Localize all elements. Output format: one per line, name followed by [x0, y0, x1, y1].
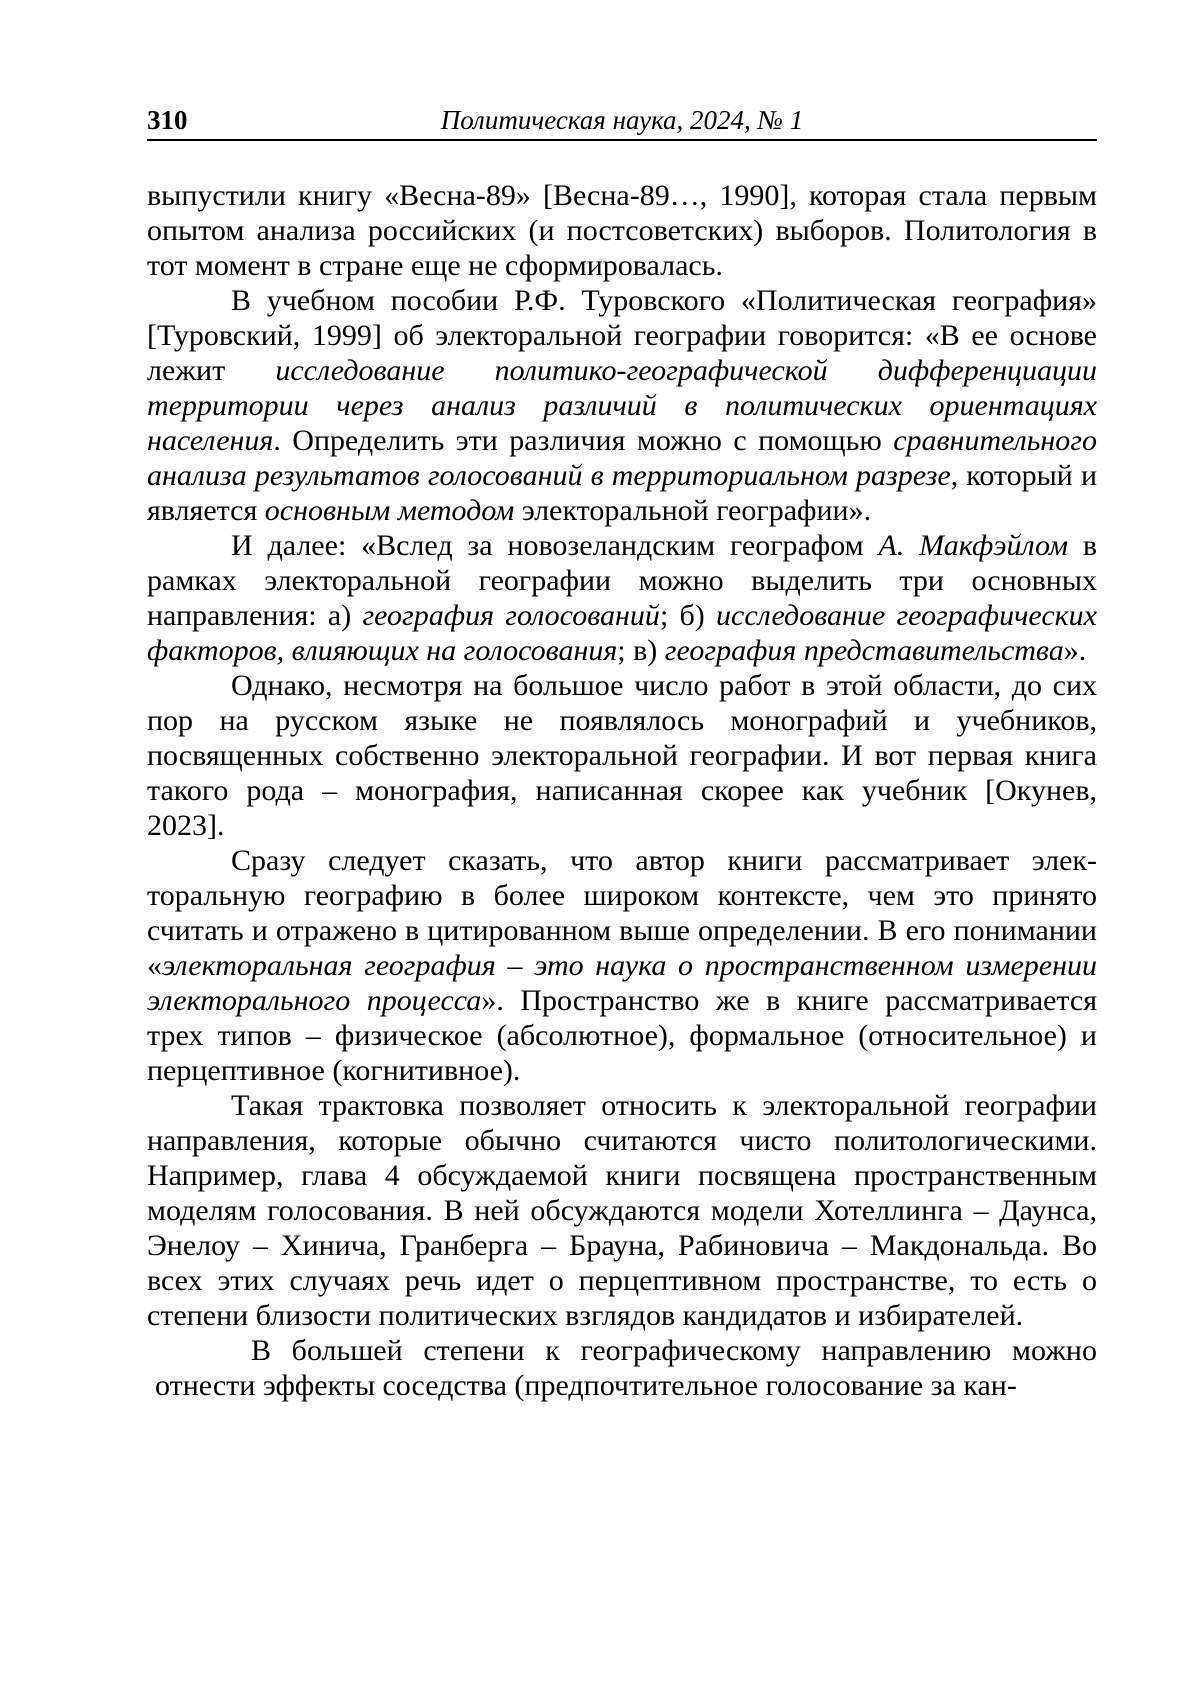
paragraph-2-text-a: В учебном пособии Р.Ф. Туровского «Политическая география» [Туровский, 1999] об электоральной географии говорится: «В ее основе лежит: [147, 284, 1097, 387]
paragraph-1: [147, 178, 1097, 283]
paragraph-3-italic-h: география представительства: [664, 634, 1064, 667]
paragraph-6: [147, 1088, 1097, 1333]
paragraph-6-text: Такая трактовка позволяет относить к электоральной географии направления, которые обычно считаются чисто политологическими. Например, глава 4 обсуждаемой книги посвящена пространственным моделям голосования. В ней обсуждаются модели Хотеллинга – Даунса, Энелоу – Хинича, Гранберга – Брауна, Рабиновича – Макдональда. Во всех этих случаях речь идет о перцептивном пространстве, то есть о степени близости политических взглядов кандидатов и избирателей.: [147, 1089, 1097, 1332]
paragraph-3-italic-f: исследование географических факторов, влияющих на голосования: [147, 599, 1097, 667]
paragraph-5: [147, 843, 1097, 1088]
body-text: [147, 178, 1097, 1403]
paragraph-3-text-e: ; б): [659, 599, 717, 632]
paragraph-1-text: выпустили книгу «Весна-89» [Весна-89…, 1990], которая стала первым опытом анализа российских (и постсоветских) выборов. Политология в тот момент в стране еще не сформировалась.: [147, 179, 1097, 282]
paragraph-3-text-a: И далее: «Вслед за новозеландским географом: [231, 529, 879, 562]
paragraph-4: [147, 668, 1097, 843]
paragraph-7-text: В большей степени к географическому направлению можно отнести эффекты соседства (предпочтительное голосование за кан-: [155, 1334, 1097, 1402]
paragraph-2-text-c: . Определить эти различия можно с помощью: [273, 424, 894, 457]
paragraph-4-text: Однако, несмотря на большое число работ в этой области, до сих пор на русском языке не появлялось монографий и учебников, посвященных собственно электоральной географии. И вот первая книга такого рода – монография, написанная скорее как учебник [Окунев, 2023].: [147, 669, 1097, 842]
paragraph-2-text-e: , который и является: [147, 459, 1097, 527]
paragraph-5-text-c: ». Пространство же в книге рассматривается трех типов – физическое (абсолютное), формальное (относительное) и перцептивное (когнитивное).: [147, 984, 1097, 1087]
journal-title: Политическая наука, 2024, № 1: [440, 105, 804, 135]
paragraph-3-italic-b: А. Макфэйлом: [878, 529, 1068, 562]
paragraph-3: [147, 528, 1097, 668]
paragraph-2: [147, 283, 1097, 528]
paragraph-2-italic-f: основным методом: [264, 494, 515, 527]
paragraph-2-italic-b: исследование политико-географической дифференциации территории через анализ различий в политических ориентациях населения: [147, 354, 1098, 457]
running-head: [147, 103, 1097, 141]
paragraph-5-italic-b: электоральная география – это наука о пространственном измерении электорального процесса: [147, 949, 1097, 1017]
paragraph-3-text-i: ».: [1063, 634, 1087, 667]
paragraph-3-text-c: в рамках электоральной географии можно выделить три основных направления: а): [147, 529, 1097, 632]
paragraph-3-italic-d: география голосований: [362, 599, 660, 632]
paragraph-5-text-a: Сразу следует сказать, что автор книги рассматривает электоральную географию в более широком контексте, чем это принято считать и отражено в цитированном выше определении. В его понимании «: [147, 844, 1097, 982]
page-number: 310: [147, 105, 188, 135]
paragraph-7: [147, 1333, 1097, 1403]
paragraph-2-italic-d: сравнительного анализа результатов голосований в территориальном разрезе: [147, 424, 1097, 492]
paragraph-3-text-g: ; в): [617, 634, 665, 667]
paragraph-2-text-g: электоральной географии».: [514, 494, 872, 527]
